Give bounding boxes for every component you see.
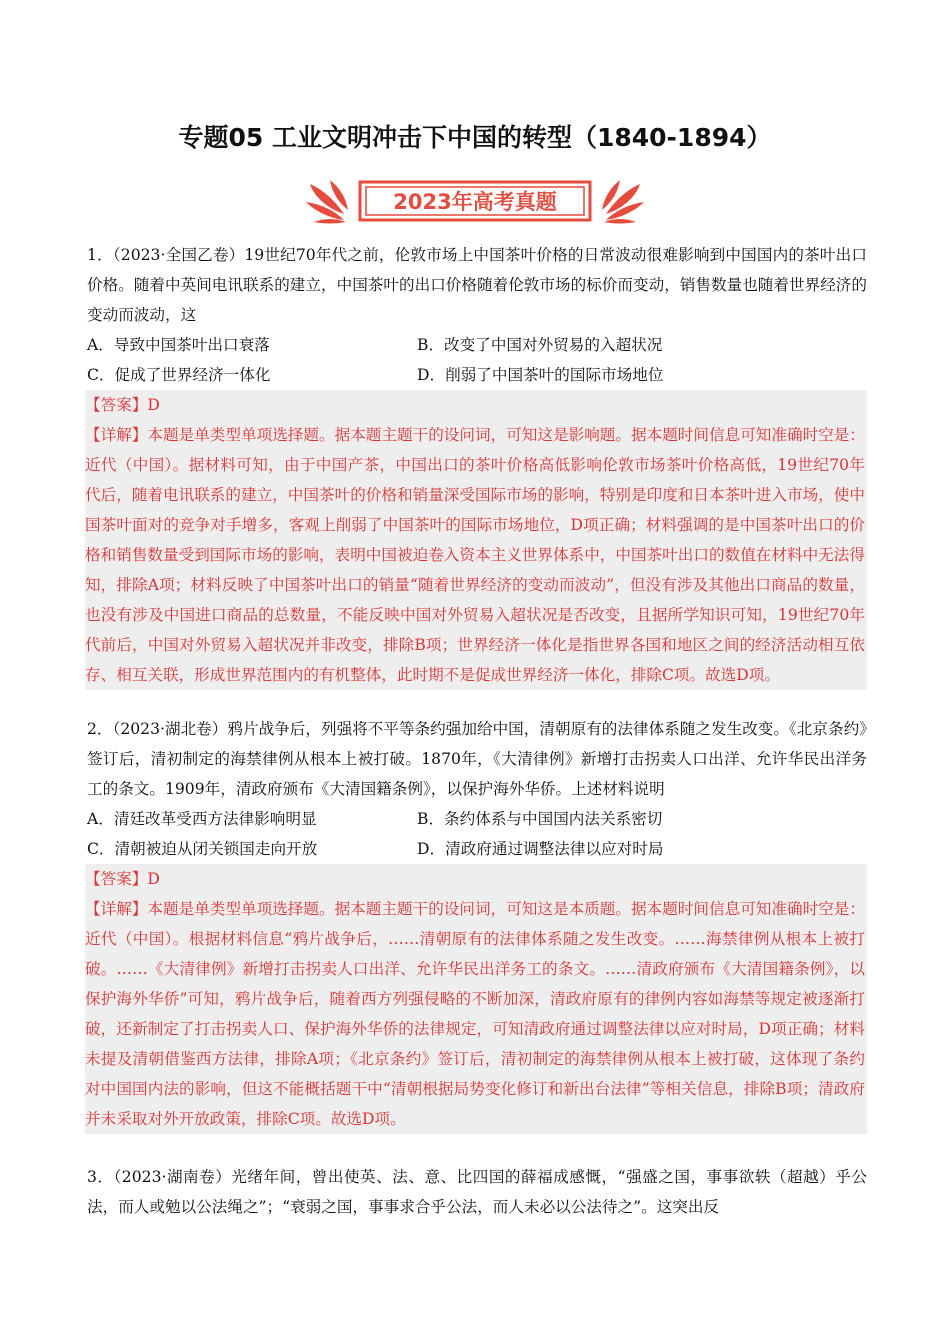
question-3-text: 3．（2023·湖南卷）光绪年间，曾出使英、法、意、比四国的薛福成感慨，“强盛之国，事事欲轶（超越）乎公法，而人或勉以公法绳之”；“衰弱之国，事事求合乎公法，而人未必以公法待之”。这突出反 [87, 1168, 867, 1216]
left-leaf-icon [306, 180, 348, 224]
answer-detail: 【详解】本题是单类型单项选择题。据本题主题干的设问词，可知这是影响题。据本题时间信息可知准确时空是：近代（中国）。据材料可知，由于中国产茶，中国出口的茶叶价格高低影响伦敦市场茶叶价格高低，19世纪70年代后，随着电讯联系的建立，中国茶叶的价格和销量深受国际市场的影响，特别是印度和日本茶叶进入市场，使中国茶叶面对的竞争对手增多，客观上削弱了中国茶叶的国际市场地位，D项正确；材料强调的是中国茶叶出口的价格和销售数量受到国际市场的影响，表明中国被迫卷入资本主义世界体系中，中国茶叶出口的数值在材料中无法得知，排除A项；材料反映了中国茶叶出口的销量“随着世界经济的变动而波动”，但没有涉及其他出口商品的数量，也没有涉及中国进口商品的总数量，不能反映中国对外贸易入超状况是否改变，且据所学知识可知，19世纪70年代前后，中国对外贸易入超状况并非改变，排除B项；世界经济一体化是指世界各国和地区之间的经济活动相互依存、相互关联，形成世界范围内的有机整体，此时期不是促成世界经济一体化，排除C项。故选D项。 [85, 426, 865, 684]
question-2-text: 2．（2023·湖北卷）鸦片战争后，列强将不平等条约强加给中国，清朝原有的法律体系随之发生改变。《北京条约》签订后，清初制定的海禁律例从根本上被打破。1870年，《大清律例》新增打击拐卖人口出洋、允许华民出洋务工的条文。1909年，清政府颁布《大清国籍条例》，以保护海外华侨。上述材料说明 [87, 720, 867, 798]
option-a: A．导致中国茶叶出口衰落 [87, 336, 270, 354]
question-1-text: 1．（2023·全国乙卷）19世纪70年代之前，伦敦市场上中国茶叶价格的日常波动很难影响到中国国内的茶叶出口价格。随着中英间电讯联系的建立，中国茶叶的出口价格随着伦敦市场的标价而变动，销售数量也随着世界经济的变动而波动，这 [87, 246, 867, 324]
question-2-options [87, 804, 867, 864]
answer-label: 【答案】D [85, 870, 160, 888]
option-d: D．削弱了中国茶叶的国际市场地位 [417, 366, 664, 384]
question-1-options [87, 330, 867, 390]
option-a: A．清廷改革受西方法律影响明显 [87, 810, 317, 828]
question-2 [87, 714, 867, 1134]
right-leaf-icon [602, 180, 644, 224]
question-1 [87, 240, 867, 690]
option-b: B．条约体系与中国国内法关系密切 [417, 810, 663, 828]
page-title: 专题05 工业文明冲击下中国的转型（1840-1894） [178, 123, 772, 152]
option-c: C．促成了世界经济一体化 [87, 366, 271, 384]
answer-label: 【答案】D [85, 396, 160, 414]
answer-box-2 [85, 864, 867, 1134]
answer-detail: 【详解】本题是单类型单项选择题。据本题主题干的设问词，可知这是本质题。据本题时间信息可知准确时空是：近代（中国）。根据材料信息“鸦片战争后，……清朝原有的法律体系随之发生改变。……海禁律例从根本上被打破。……《大清律例》新增打击拐卖人口出洋、允许华民出洋务工的条文。……清政府颁布《大清国籍条例》，以保护海外华侨”可知，鸦片战争后，随着西方列强侵略的不断加深，清政府原有的律例内容如海禁等规定被逐渐打破，还新制定了打击拐卖人口、保护海外华侨的法律规定，可知清政府通过调整法律以应对时局，D项正确；材料未提及清朝借鉴西方法律，排除A项；《北京条约》签订后，清初制定的海禁律例从根本上被打破，这体现了条约对中国国内法的影响，但这不能概括题干中“清朝根据局势变化修订和新出台法律”等相关信息，排除B项；清政府并未采取对外开放政策，排除C项。故选D项。 [85, 900, 865, 1128]
option-b: B．改变了中国对外贸易的入超状况 [417, 336, 663, 354]
option-d: D．清政府通过调整法律以应对时局 [417, 840, 664, 858]
question-3 [87, 1162, 867, 1222]
answer-box-1 [85, 390, 867, 690]
section-banner [300, 176, 650, 228]
banner-label: 2023年高考真题 [393, 190, 557, 214]
option-c: C．清朝被迫从闭关锁国走向开放 [87, 840, 318, 858]
